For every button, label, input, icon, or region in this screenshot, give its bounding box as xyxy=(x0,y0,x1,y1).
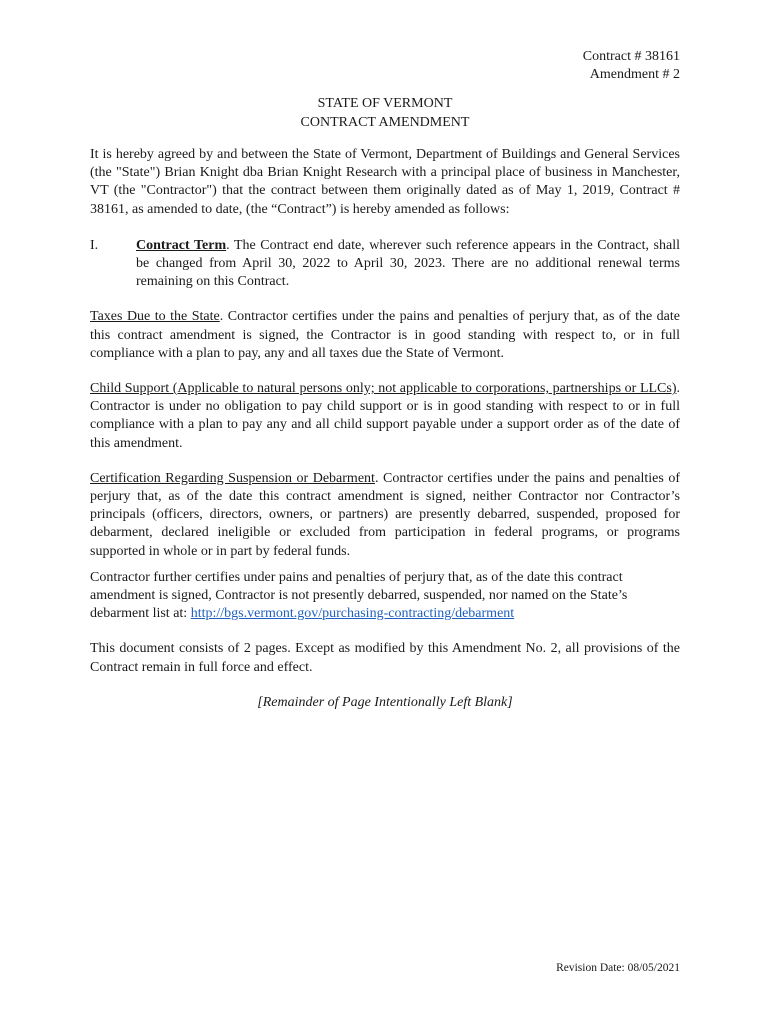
certification-section xyxy=(90,470,680,561)
debarment-list-link[interactable]: http://bgs.vermont.gov/purchasing-contracting/debarment xyxy=(190,606,515,622)
child-support-section xyxy=(90,380,680,453)
taxes-body: . Contractor certifies under the pains and penalties of perjury that, as of the date this contract amendment is signed, the Contractor is in good standing with respect to, or in full compliance with a plan to pay, any and all taxes due the State of Vermont. xyxy=(90,309,680,361)
term-item-text xyxy=(136,237,680,292)
further-certification-section xyxy=(90,569,680,624)
document-title xyxy=(0,94,770,132)
amendment-number: Amendment # 2 xyxy=(589,67,680,82)
contract-number: Contract # 38161 xyxy=(582,49,680,64)
certification-heading: Certification Regarding Suspension or Debarment xyxy=(90,470,375,486)
term-heading: Contract Term xyxy=(136,237,227,253)
further-certification-body: Contractor further certifies under pains and penalties of perjury that, as of the date this contract amendment is signed, Contractor is not presently debarred, suspended, nor named on the State’s debarment list at: xyxy=(90,569,628,622)
contract-reference xyxy=(583,48,680,84)
child-support-body: . Contractor is under no obligation to pay child support or is in good standing with respect to or in full compliance with a plan to pay any and all child support payable under a support order as of the date of this amendment. xyxy=(90,381,680,451)
taxes-section xyxy=(90,308,680,363)
contract-term-item xyxy=(90,237,680,292)
pages-note: This document consists of 2 pages. Except as modified by this Amendment No. 2, all provisions of the Contract remain in full force and effect. xyxy=(90,641,680,675)
title-line-1: STATE OF VERMONT xyxy=(317,96,453,111)
certification-body: . Contractor certifies under the pains and penalties of perjury that, as of the date this contract amendment is signed, neither Contractor nor Contractor’s principals (officers, directors, owners, or partners) are presently debarred, suspended, proposed for debarment, declared ineligible or excluded from participation in federal programs, or programs supported in whole or in part by federal funds. xyxy=(90,470,680,559)
document-body xyxy=(90,146,680,712)
revision-date: Revision Date: 08/05/2021 xyxy=(556,962,680,974)
taxes-heading: Taxes Due to the State xyxy=(90,309,220,325)
term-item-number: I. xyxy=(90,237,99,253)
blank-page-note: [Remainder of Page Intentionally Left Blank] xyxy=(257,694,513,710)
title-line-2: CONTRACT AMENDMENT xyxy=(300,115,470,130)
intro-paragraph: It is hereby agreed by and between the State of Vermont, Department of Buildings and General Services (the "State") Brian Knight dba Brian Knight Research with a principal place of business in Manchester, VT (the "Contractor") that the contract between them originally dated as of May 1, 2019, Contract # 38161, as amended to date, (the “Contract”) is hereby amended as follows: xyxy=(90,147,680,217)
term-body: . The Contract end date, wherever such reference appears in the Contract, shall be changed from April 30, 2022 to April 30, 2023. There are no additional renewal terms remaining on this Contract. xyxy=(136,237,680,290)
child-support-heading: Child Support (Applicable to natural persons only; not applicable to corporations, partnerships or LLCs) xyxy=(90,381,677,397)
